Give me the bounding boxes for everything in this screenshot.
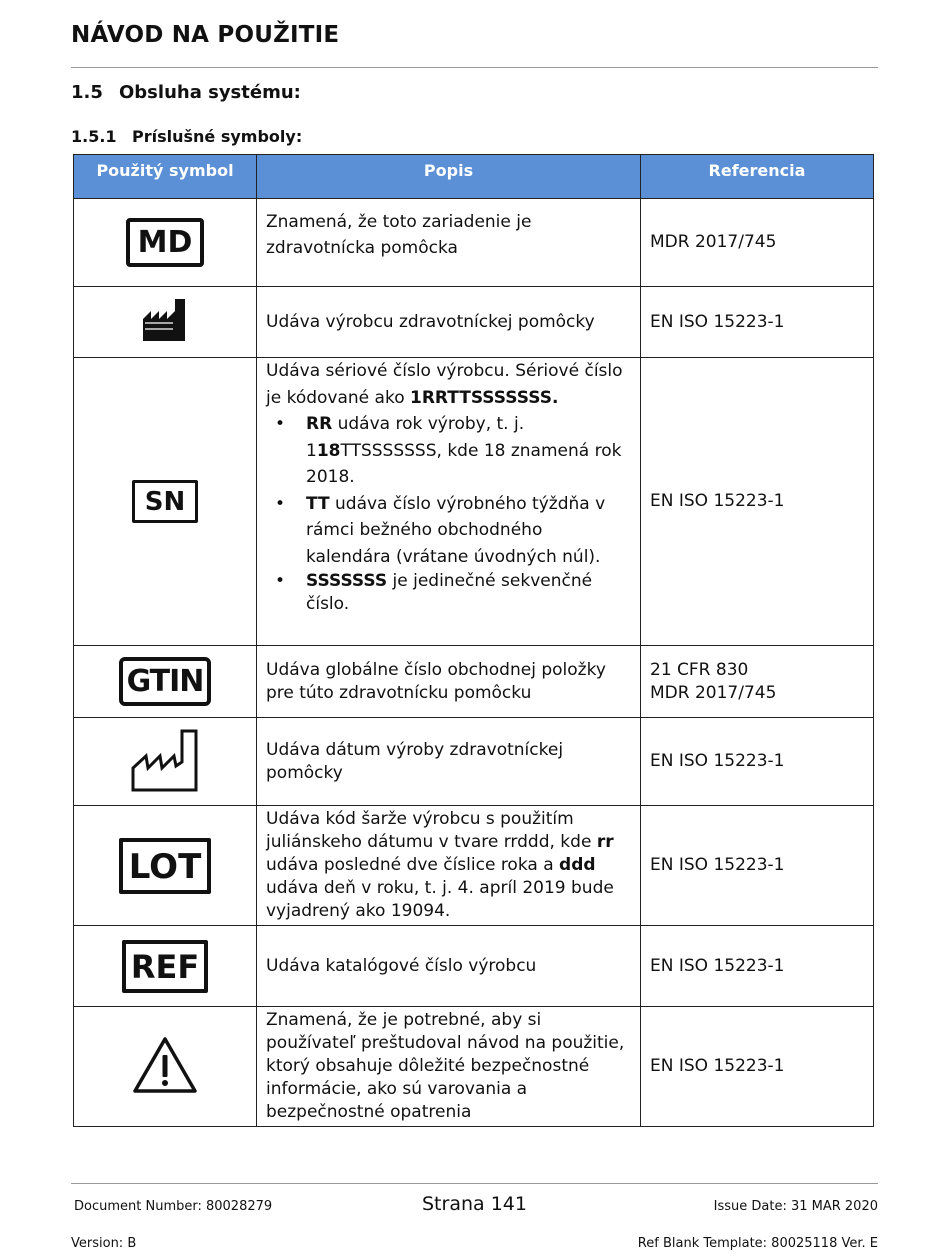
symbol-cell xyxy=(74,806,257,926)
table-row xyxy=(74,806,874,926)
table-row xyxy=(74,287,874,358)
bullet-bold: 18 xyxy=(316,440,341,461)
table-row xyxy=(74,646,874,718)
table-row xyxy=(74,926,874,1007)
lot-desc-text: Udáva kód šarže výrobcu s použitím juliánskeho dátumu v tvare rrddd, kde xyxy=(266,809,597,852)
reference-cell: EN ISO 15223-1 xyxy=(641,358,874,646)
gtin-icon: GTIN xyxy=(119,657,212,706)
symbol-cell xyxy=(74,646,257,718)
list-item xyxy=(266,491,632,571)
header-divider xyxy=(71,67,878,68)
table-row xyxy=(74,718,874,806)
symbols-table xyxy=(73,154,874,1127)
bullet-text: udáva číslo výrobného týždňa v rámci bežného obchodného kalendára (vrátane úvodných núl). xyxy=(306,493,606,567)
header-description: Popis xyxy=(257,155,641,199)
footer-divider xyxy=(71,1183,878,1184)
page-title: NÁVOD NA POUŽITIE xyxy=(71,22,340,48)
serial-intro xyxy=(266,358,632,411)
catalogue-number-icon: REF xyxy=(122,940,208,993)
description-cell xyxy=(257,806,641,926)
lot-desc-bold: ddd xyxy=(559,855,596,875)
reference-line: 21 CFR 830 xyxy=(650,659,749,680)
manufacturer-icon xyxy=(141,297,189,343)
header-symbol: Použitý symbol xyxy=(74,155,257,199)
template-reference: Ref Blank Template: 80025118 Ver. E xyxy=(637,1236,878,1251)
section-number: 1.5 xyxy=(71,82,103,103)
reference-cell: EN ISO 15223-1 xyxy=(641,1007,874,1127)
caution-icon xyxy=(131,1035,199,1095)
lot-desc-text: udáva posledné dve číslice roka a xyxy=(266,855,560,875)
description-cell: Udáva dátum výroby zdravotníckej pomôcky xyxy=(257,718,641,806)
bullet-text: je jedinečné sekvenčné číslo. xyxy=(306,571,593,614)
reference-cell: EN ISO 15223-1 xyxy=(641,287,874,358)
subsection-number: 1.5.1 xyxy=(71,127,117,146)
subsection-title: Príslušné symboly: xyxy=(132,127,303,146)
table-header-row xyxy=(74,155,874,199)
description-cell: Udáva katalógové číslo výrobcu xyxy=(257,926,641,1007)
description-cell: Znamená, že toto zariadenie je zdravotnícka pomôcka xyxy=(257,199,641,287)
lot-number-icon: LOT xyxy=(119,838,212,894)
reference-cell xyxy=(641,646,874,718)
version: Version: B xyxy=(71,1236,137,1251)
lot-desc-bold: rr xyxy=(596,832,614,852)
description-cell xyxy=(257,358,641,646)
table-row xyxy=(74,1007,874,1127)
section-title: Obsluha systému: xyxy=(119,82,301,103)
issue-date: Issue Date: 31 MAR 2020 xyxy=(713,1199,878,1214)
date-of-manufacture-icon xyxy=(130,728,200,792)
subsection-heading xyxy=(71,127,302,146)
reference-cell: EN ISO 15223-1 xyxy=(641,806,874,926)
symbol-cell xyxy=(74,1007,257,1127)
serial-format: 1RRTTSSSSSSS. xyxy=(410,387,559,408)
list-item xyxy=(266,411,632,491)
document-number: Document Number: 80028279 xyxy=(74,1199,273,1214)
list-item xyxy=(266,570,632,616)
bullet-bold: SSSSSSS xyxy=(306,571,388,591)
description-cell: Udáva výrobcu zdravotníckej pomôcky xyxy=(257,287,641,358)
bullet-bold: RR xyxy=(306,414,333,434)
symbol-cell xyxy=(74,718,257,806)
symbol-cell xyxy=(74,358,257,646)
table-row xyxy=(74,199,874,287)
lot-desc-text: udáva deň v roku, t. j. 4. apríl 2019 bude vyjadrený ako 19094. xyxy=(266,878,614,921)
page-number: Strana 141 xyxy=(422,1193,527,1215)
reference-cell: MDR 2017/745 xyxy=(641,199,874,287)
symbol-cell xyxy=(74,926,257,1007)
reference-cell: EN ISO 15223-1 xyxy=(641,718,874,806)
bullet-text: TTSSSSSSS, kde 18 znamená rok 2018. xyxy=(306,440,622,487)
table-row xyxy=(74,358,874,646)
bullet-bold: TT xyxy=(306,493,330,514)
description-cell: Udáva globálne číslo obchodnej položky pre túto zdravotnícku pomôcku xyxy=(257,646,641,718)
header-reference: Referencia xyxy=(641,155,874,199)
serial-bullet-list xyxy=(266,411,632,616)
symbol-cell xyxy=(74,287,257,358)
description-cell: Znamená, že je potrebné, aby si používateľ preštudoval návod na použitie, ktorý obsahuje dôležité bezpečnostné informácie, ako sú varovania a bezpečnostné opatrenia xyxy=(257,1007,641,1127)
symbol-cell xyxy=(74,199,257,287)
bullet-text: udáva rok výroby, t. j. 1 xyxy=(306,414,525,461)
serial-intro-text: Udáva sériové číslo výrobcu. Sériové číslo je kódované ako xyxy=(266,361,623,408)
reference-line: MDR 2017/745 xyxy=(650,682,777,703)
medical-device-icon: MD xyxy=(126,218,205,267)
serial-number-icon: SN xyxy=(132,480,199,523)
section-heading xyxy=(71,82,301,103)
reference-cell: EN ISO 15223-1 xyxy=(641,926,874,1007)
